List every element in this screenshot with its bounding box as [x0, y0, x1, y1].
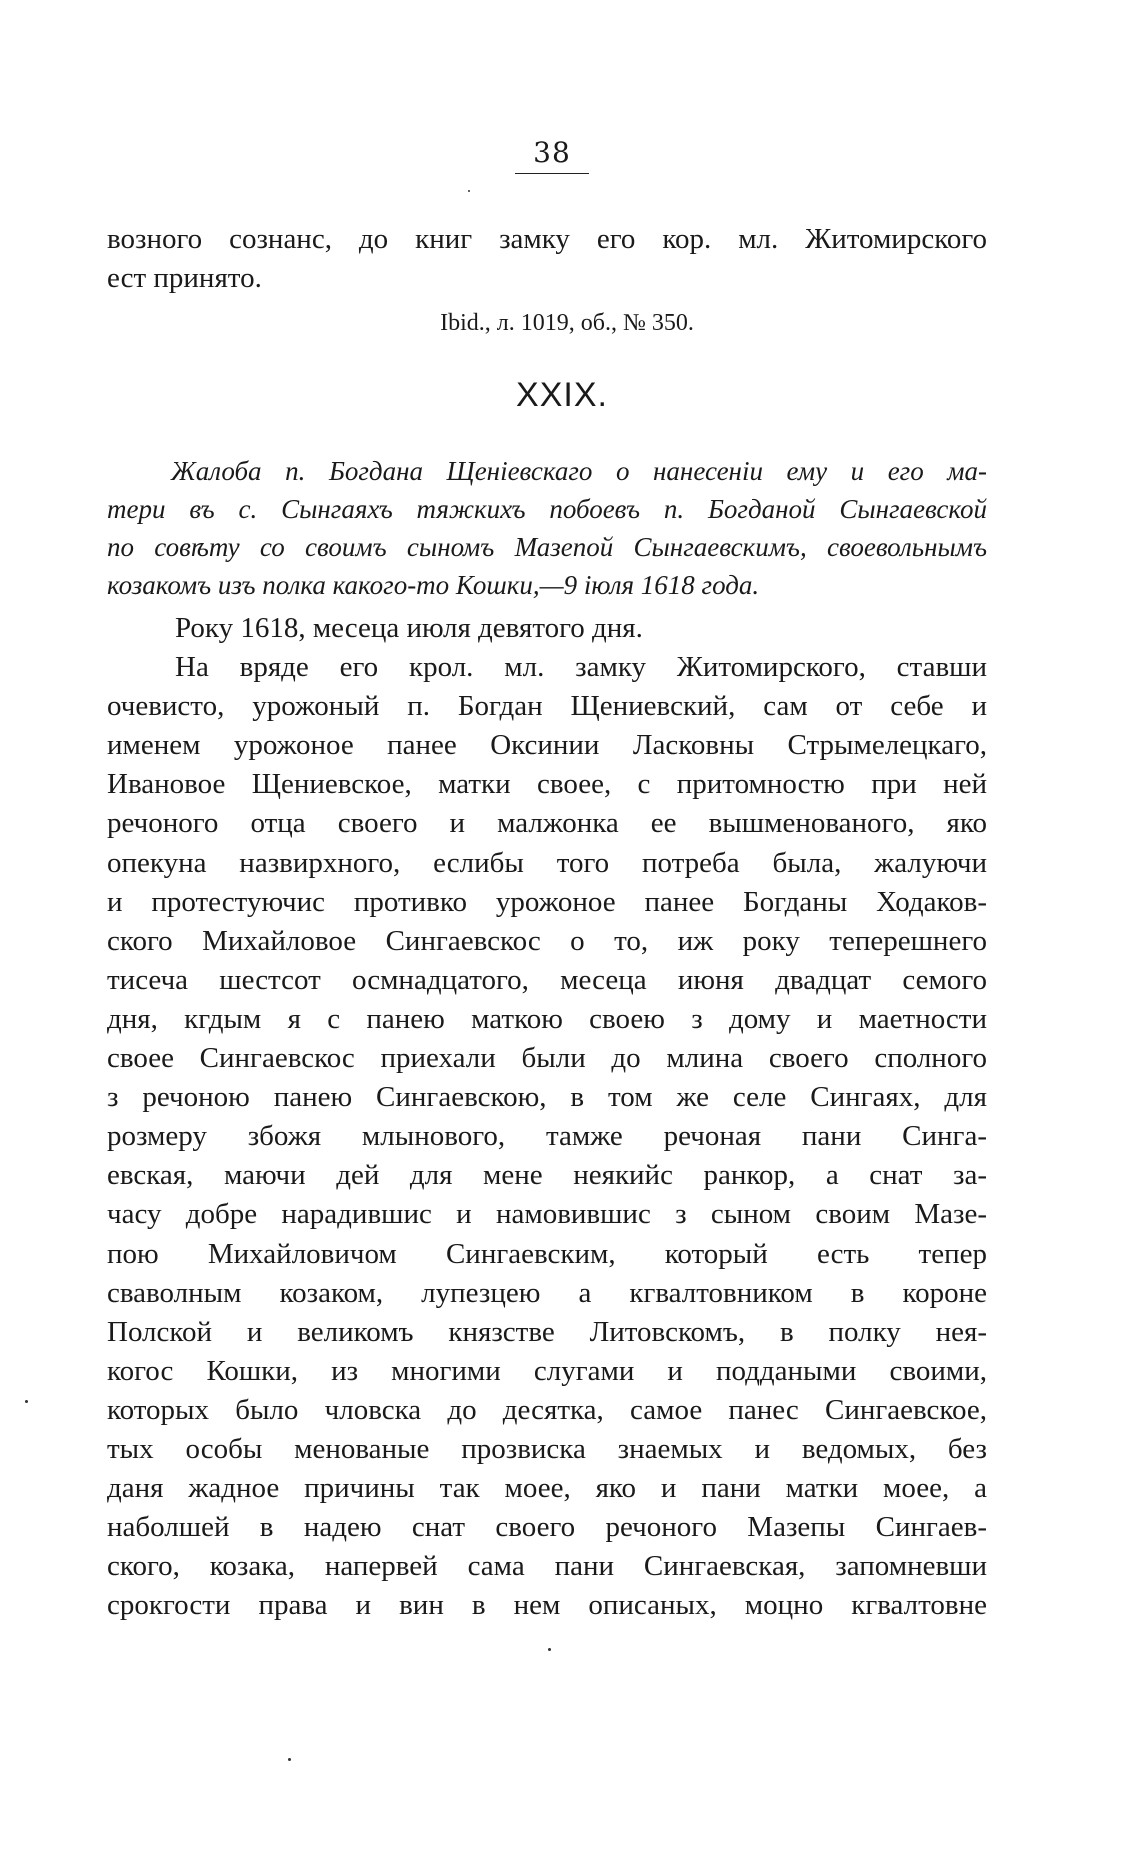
body-line: срокгости права и вин в нем описаных, моцно кгвалтовне: [107, 1589, 987, 1622]
body-line: очевисто, урожоный п. Богдан Щениевский, сам от себе и: [107, 690, 987, 723]
body-line: Ивановое Щениевское, матки своее, с притомностю при ней: [107, 768, 987, 801]
body-line: когос Кошки, из многими слугами и поддаными своими,: [107, 1354, 987, 1387]
body-line: наболшей в надею снат своего речоного Мазепы Сингаев-: [107, 1511, 987, 1544]
scan-speck: [288, 1758, 291, 1761]
scan-speck: [548, 1648, 551, 1651]
body-line: которых было чловска до десятка, самое панес Сингаевское,: [107, 1393, 987, 1426]
body-line: сваволным козаком, лупезцею а кгвалтовником в короне: [107, 1276, 987, 1309]
body-line: евская, маючи дей для мене неякийс ранкор, а снат за-: [107, 1159, 987, 1192]
text-line: возного сознанс, до книг замку его кор. мл. Житомирского: [107, 223, 987, 255]
body-line: ского Михайловое Сингаевскос о то, иж року теперешнего: [107, 924, 987, 957]
body-text: [107, 609, 987, 1625]
page-number: 38: [533, 136, 571, 169]
body-line: своее Сингаевскос приехали были до млина своего сполного: [107, 1042, 987, 1075]
body-line: з речоною панею Сингаевскою, в том же селе Сингаях, для: [107, 1081, 987, 1114]
heading-line: по совѣту со своимъ сыномъ Мазепой Сынгаевскимъ, своевольнымъ: [107, 532, 987, 562]
body-line: тисеча шестсот осмнадцатого, месеца июня двадцат семого: [107, 963, 987, 996]
continued-text: [107, 220, 987, 298]
body-line: дня, кгдым я с панею маткою своею з дому и маетности: [107, 1002, 987, 1035]
heading-line: Жалоба п. Богдана Щенiевскаго о нанесенiи ему и его ма-: [171, 456, 987, 486]
section-number: XXIX.: [516, 376, 608, 414]
body-line: Року 1618, месеца июля девятого дня.: [175, 612, 643, 644]
body-line: и протестуючис противко урожоное панее Богданы Ходаков-: [107, 885, 987, 918]
scan-speck: [25, 1400, 28, 1403]
scan-speck: [468, 190, 470, 192]
heading-line: тери въ с. Сынгаяхъ тяжкихъ побоевъ п. Богданой Сынгаевской: [107, 494, 987, 524]
citation: Ibid., л. 1019, об., № 350.: [440, 310, 694, 336]
body-line: пою Михайловичом Сингаевским, который есть тепер: [107, 1237, 987, 1270]
body-line: На вряде его крол. мл. замку Житомирского, ставши: [175, 651, 987, 684]
page-number-rule: [515, 173, 589, 174]
body-line: Полской и великомъ князстве Литовскомъ, в полку нея-: [107, 1315, 987, 1348]
text-line: ест принято.: [107, 262, 262, 294]
body-line: часу добре нарадившис и намовившис з сыном своим Мазе-: [107, 1198, 987, 1231]
body-line: именем урожоное панее Оксинии Ласковны Стрымелецкаго,: [107, 729, 987, 762]
body-line: даня жадное причины так моее, яко и пани матки моее, а: [107, 1472, 987, 1505]
body-line: ского, козака, напервей сама пани Сингаевская, запомневши: [107, 1550, 987, 1583]
section-heading: [107, 452, 987, 604]
body-line: тых особы менованые прозвиска знаемых и ведомых, без: [107, 1432, 987, 1465]
body-line: опекуна назвирхного, еслибы того потреба была, жалуючи: [107, 846, 987, 879]
heading-line: козакомъ изъ полка какого-то Кошки,—9 iюля 1618 года.: [107, 570, 760, 600]
body-line: речоного отца своего и малжонка ее вышменованого, яко: [107, 807, 987, 840]
body-line: розмеру збожя млынового, тамже речоная пани Синга-: [107, 1120, 987, 1153]
